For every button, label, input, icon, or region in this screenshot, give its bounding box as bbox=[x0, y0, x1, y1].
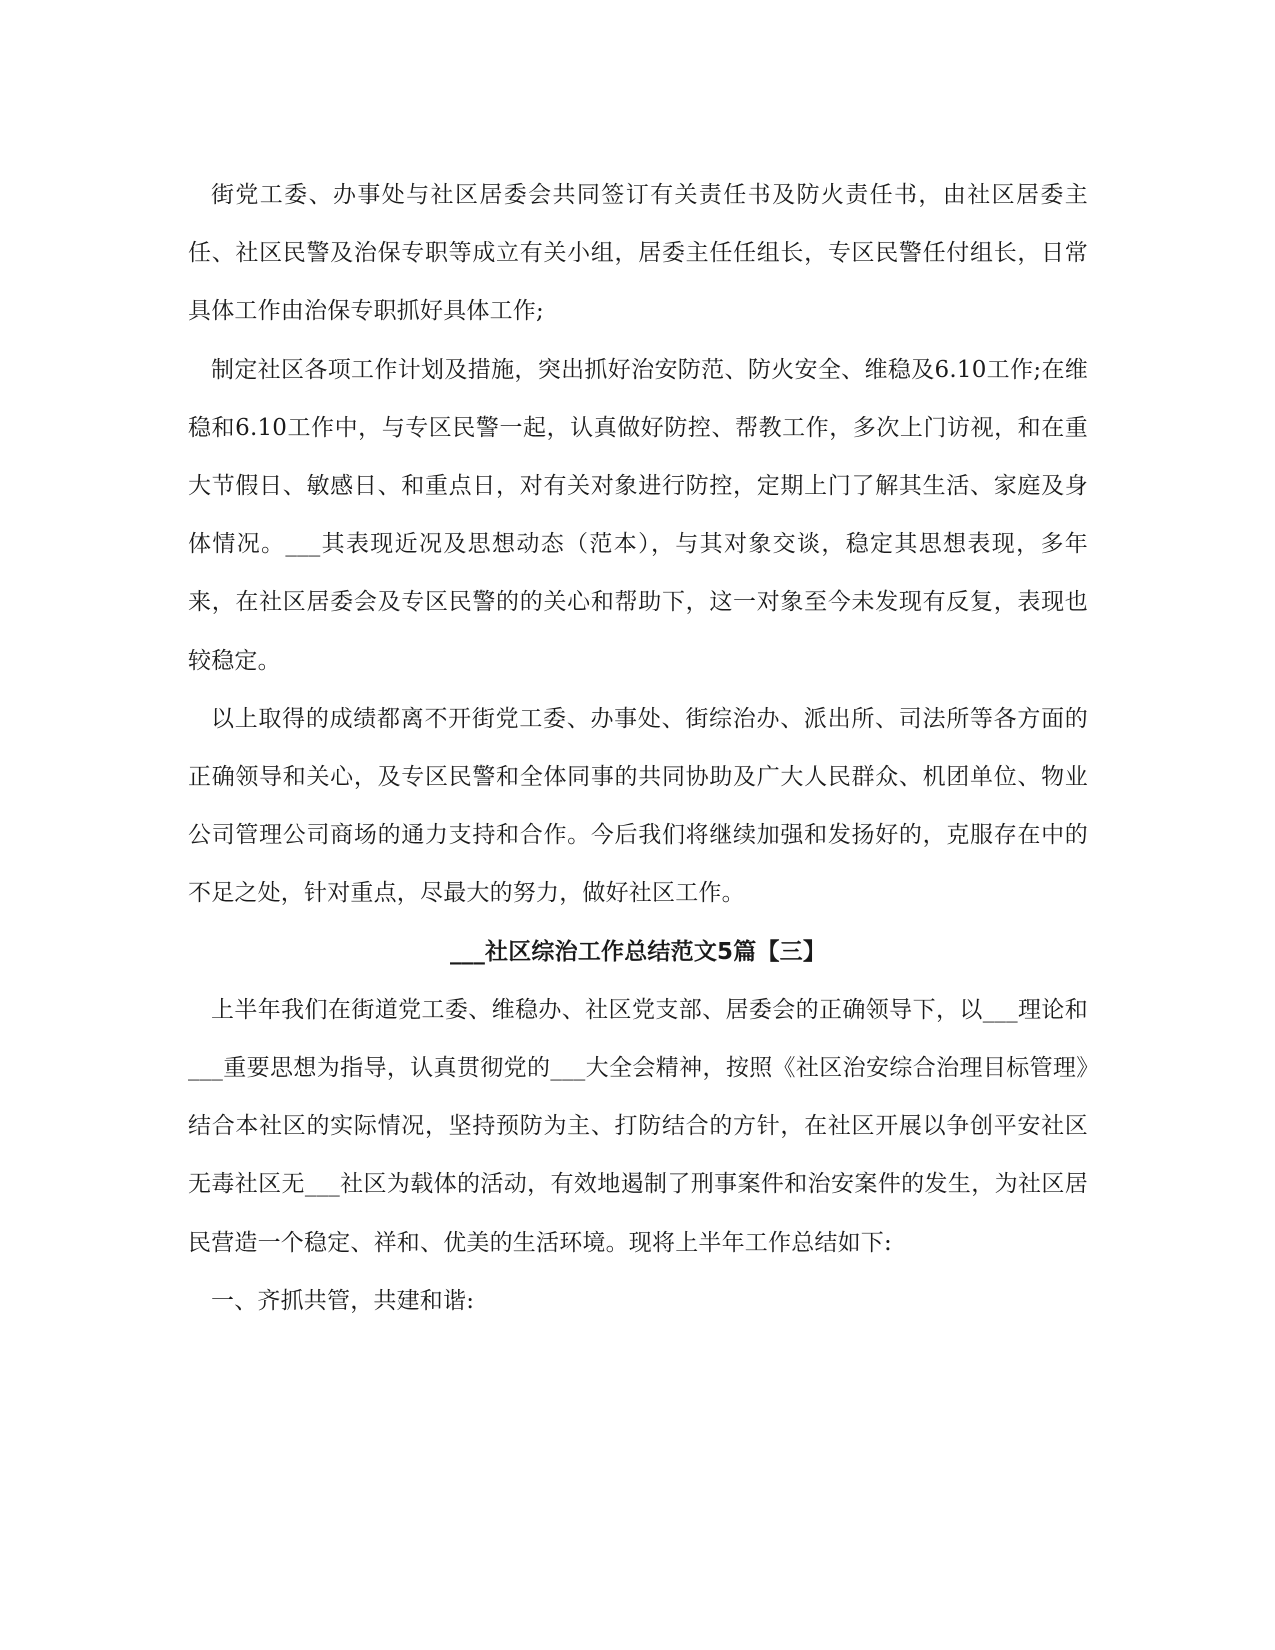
body-paragraph: 上半年我们在街道党工委、维稳办、社区党支部、居委会的正确领导下，以___理论和___重要思想为指导，认真贯彻党的___大全会精神，按照《社区治安综合治理目标管理》结合本社区的实际情况，坚持预防为主、打防结合的方针，在社区开展以争创平安社区无毒社区无___社区为载体的活动，有效地遏制了刑事案件和治安案件的发生，为社区居民营造一个稳定、祥和、优美的生活环境。现将上半年工作总结如下: bbox=[188, 996, 1088, 1256]
body-paragraph: 一、齐抓共管，共建和谐: bbox=[211, 1287, 475, 1314]
body-paragraph: 制定社区各项工作计划及措施，突出抓好治安防范、防火安全、维稳及6.10工作;在维稳和6.10工作中，与专区民警一起，认真做好防控、帮教工作，多次上门访视，和在重大节假日、敏感日、和重点日，对有关对象进行防控，定期上门了解其生活、家庭及身体情况。___其表现近况及思想动态（范本），与其对象交谈，稳定其思想表现，多年来，在社区居委会及专区民警的的关心和帮助下，这一对象至今未发现有反复，表现也较稳定。 bbox=[188, 356, 1088, 674]
body-paragraph: 以上取得的成绩都离不开街党工委、办事处、街综治办、派出所、司法所等各方面的正确领导和关心，及专区民警和全体同事的共同协助及广大人民群众、机团单位、物业公司管理公司商场的通力支持和合作。今后我们将继续加强和发扬好的，克服存在中的不足之处，针对重点，尽最大的努力，做好社区工作。 bbox=[188, 705, 1088, 907]
section-heading: ___社区综治工作总结范文5篇【三】 bbox=[449, 938, 827, 965]
document-body bbox=[188, 166, 1088, 1330]
body-paragraph: 街党工委、办事处与社区居委会共同签订有关责任书及防火责任书，由社区居委主任、社区民警及治保专职等成立有关小组，居委主任任组长，专区民警任付组长，日常具体工作由治保专职抓好具体工作; bbox=[188, 182, 1088, 325]
